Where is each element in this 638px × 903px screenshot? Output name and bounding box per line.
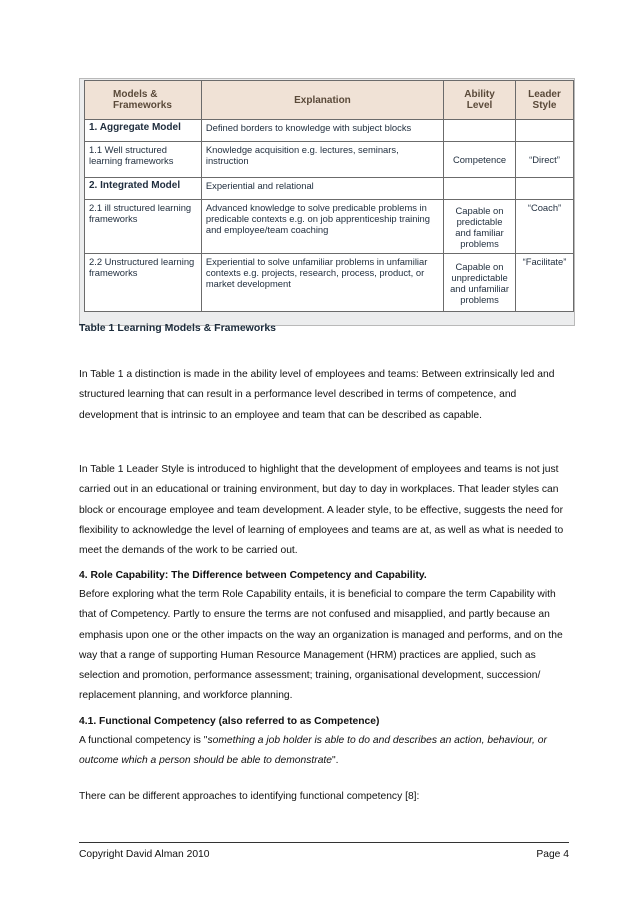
row-explanation: Knowledge acquisition e.g. lectures, seminars, instruction	[201, 142, 443, 178]
header-ability: Ability Level	[444, 81, 516, 120]
paragraph-role-capability: Before exploring what the term Role Capability entails, it is beneficial to compare the term Capability with that of Competency. Partly to ensure the terms are not confused and misapplied, and partly because an emphasis upon one or the other impacts on the way an organization is managed and performs, and on the way that a range of supporting Human Resource Management (HRM) practices are applied, such as selection and promotion, performance assessment; training, organisational development, succession/ replacement planning, and workforce planning.	[79, 589, 563, 702]
row-style	[516, 178, 574, 200]
paragraph-leader-style: In Table 1 Leader Style is introduced to highlight that the development of employees and teams is not just carried out in an educational or training environment, but day to day in workplaces. That leader styles can block or encourage employee and team development. A leader style, to be effective, suggests the need for flexibility to acknowledge the level of learning of employees and teams are at, as well as what is needed to meet the demands of the work to be carried out.	[79, 464, 564, 557]
row-model: 1. Aggregate Model	[85, 120, 202, 142]
row-explanation: Experiential to solve unfamiliar problems in unfamiliar contexts e.g. projects, research, process, product, or market development	[201, 254, 443, 312]
row-ability: Capable on unpredictable and unfamiliar problems	[444, 254, 516, 312]
row-explanation: Advanced knowledge to solve predicable problems in predicable contexts e.g. on job apprenticeship training and employee/team coaching	[201, 200, 443, 254]
footer-page-number: Page 4	[536, 849, 569, 860]
definition-quote: something a job holder is able to do and describes an action, behaviour, or outcome which a person should be able to demonstrate	[79, 735, 547, 767]
table-row	[85, 142, 574, 178]
definition-lead: A functional competency is "	[79, 735, 208, 746]
table-header-row	[85, 81, 574, 120]
header-explanation: Explanation	[201, 81, 443, 120]
row-model: 2.2 Unstructured learning frameworks	[85, 254, 202, 312]
section-heading-role-capability: 4. Role Capability: The Difference between Competency and Capability.	[79, 570, 427, 581]
table-row	[85, 178, 574, 200]
row-style	[516, 120, 574, 142]
row-ability: Capable on predictable and familiar problems	[444, 200, 516, 254]
table-row	[85, 254, 574, 312]
row-model: 2.1 ill structured learning frameworks	[85, 200, 202, 254]
footer-copyright: Copyright David Alman 2010	[79, 849, 210, 860]
table-row	[85, 200, 574, 254]
learning-models-table	[84, 80, 574, 312]
row-model: 2. Integrated Model	[85, 178, 202, 200]
table-caption: Table 1 Learning Models & Frameworks	[79, 322, 277, 334]
row-ability: Competence	[444, 142, 516, 178]
learning-models-table-image	[79, 78, 575, 326]
row-explanation: Defined borders to knowledge with subject blocks	[201, 120, 443, 142]
row-explanation: Experiential and relational	[201, 178, 443, 200]
paragraph-functional-competency	[79, 731, 569, 772]
row-ability	[444, 178, 516, 200]
row-style: “Facilitate”	[516, 254, 574, 312]
header-models: Models & Frameworks	[85, 81, 202, 120]
footer-divider	[79, 842, 569, 843]
row-model: 1.1 Well structured learning frameworks	[85, 142, 202, 178]
row-style: “Direct”	[516, 142, 574, 178]
paragraph-approaches: There can be different approaches to identifying functional competency [8]:	[79, 791, 420, 802]
definition-tail: ".	[332, 755, 339, 767]
table-row	[85, 120, 574, 142]
row-style: “Coach”	[516, 200, 574, 254]
section-heading-functional-competency: 4.1. Functional Competency (also referred to as Competence)	[79, 716, 380, 727]
row-ability	[444, 120, 516, 142]
paragraph-ability-level: In Table 1 a distinction is made in the ability level of employees and teams: Between extrinsically led and structured learning that can result in a performance level described in terms of competence, and development that is intrinsic to an employee and team that can be described as capable.	[79, 369, 555, 421]
header-leader-style: Leader Style	[516, 81, 574, 120]
